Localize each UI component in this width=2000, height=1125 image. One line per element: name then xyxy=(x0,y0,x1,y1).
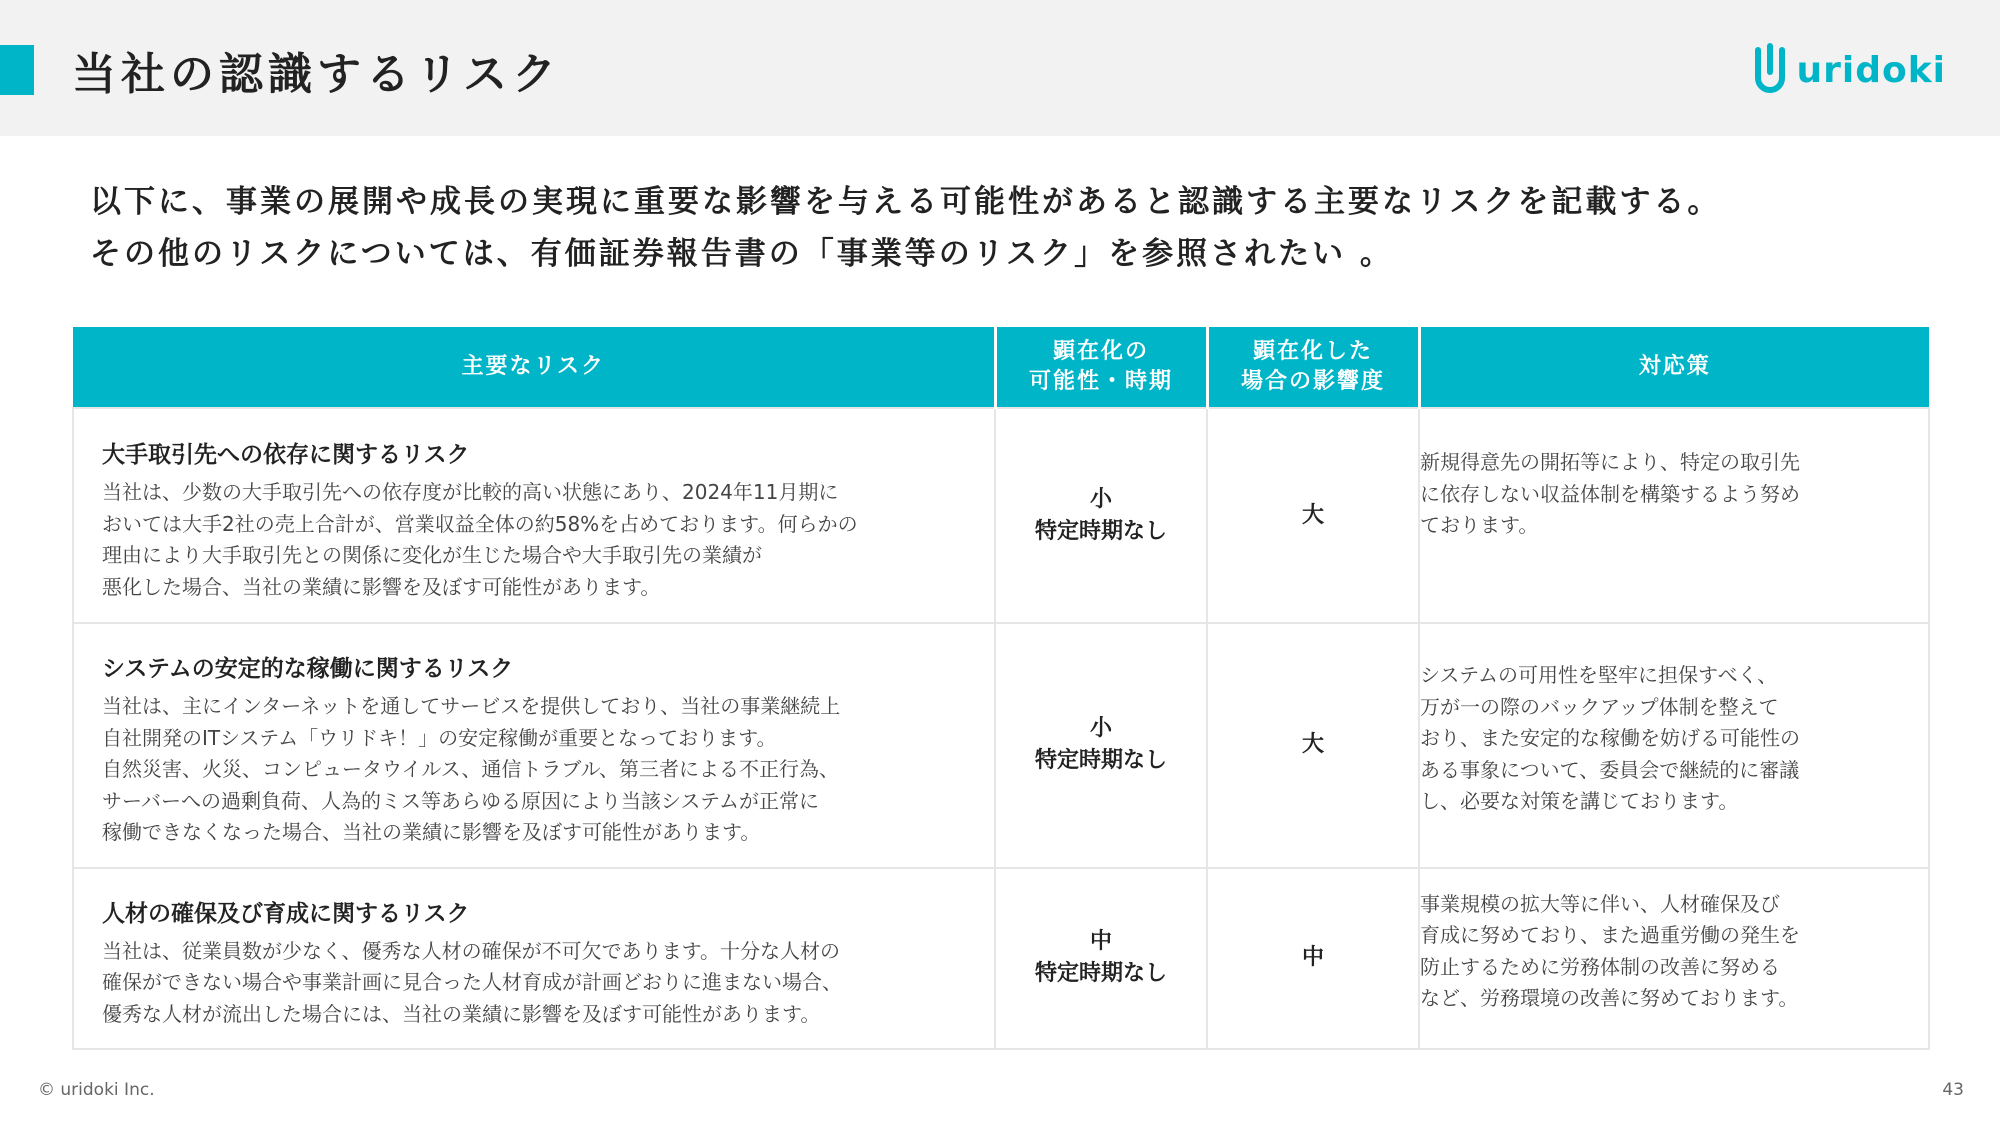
risk-description-line: 当社は、少数の大手取引先への依存度が比較的高い状態にあり、2024年11月期に xyxy=(102,480,839,504)
likelihood-timing: 特定時期なし xyxy=(1034,748,1167,774)
measures-text xyxy=(1420,447,1928,542)
risk-description-line: 悪化した場合、当社の業績に影響を及ぼす可能性があります。 xyxy=(102,574,661,599)
header-impact xyxy=(1207,327,1419,408)
logo-text: uridoki xyxy=(1796,49,1946,91)
risk-description-line: 優秀な人材が流出した場合には、当社の業績に影響を及ぼす可能性があります。 xyxy=(102,1001,821,1026)
measures-line: し、必要な対策を講じております。 xyxy=(1420,789,1739,813)
likelihood-level: 中 xyxy=(1089,929,1112,955)
measures-line: 育成に努めており、また過重労働の発生を xyxy=(1420,923,1800,947)
header-measures: 対応策 xyxy=(1419,327,1929,408)
measures-line: など、労務環境の改善に努めております。 xyxy=(1420,986,1799,1010)
risk-description-line: 当社は、従業員数が少なく、優秀な人材の確保が不可欠であります。十分な人材の xyxy=(102,938,840,963)
page-title: 当社の認識するリスク xyxy=(72,49,562,100)
risk-table xyxy=(72,327,1930,1050)
intro-line-1: 以下に、事業の展開や成長の実現に重要な影響を与える可能性があると認識する主要なリスクを記載する。 xyxy=(90,184,1722,220)
measures-line: システムの可用性を堅牢に担保すべく、 xyxy=(1420,663,1778,687)
measures-line: ある事象について、委員会で継続的に審議 xyxy=(1420,757,1800,782)
measures-cell xyxy=(1419,623,1929,868)
risk-name: 大手取引先への依存に関するリスク xyxy=(102,442,470,468)
risk-description-line: 理由により大手取引先との関係に変化が生じた場合や大手取引先の業績が xyxy=(102,543,762,567)
risk-cell xyxy=(73,408,995,623)
risk-description-line: 当社は、主にインターネットを通してサービスを提供しており、当社の事業継続上 xyxy=(102,694,841,718)
header-impact-line1: 顕在化した xyxy=(1252,339,1373,364)
table-row xyxy=(73,408,1929,623)
risk-name: システムの安定的な稼働に関するリスク xyxy=(102,656,514,682)
risk-description-line: 確保ができない場合や事業計画に見合った人材育成が計画どおりに進まない場合、 xyxy=(102,970,842,994)
risk-description xyxy=(102,691,970,849)
page-number: 43 xyxy=(1942,1080,1964,1100)
risk-description xyxy=(102,477,970,603)
measures-line: 新規得意先の開拓等により、特定の取引先 xyxy=(1420,450,1800,474)
header-likelihood xyxy=(995,327,1207,408)
measures-line: 万が一の際のバックアップ体制を整えて xyxy=(1420,694,1779,719)
measures-line: に依存しない収益体制を構築するよう努め xyxy=(1420,481,1800,506)
risk-cell xyxy=(73,868,995,1050)
measures-cell xyxy=(1419,868,1929,1050)
company-logo xyxy=(1750,42,1946,98)
risk-cell xyxy=(73,623,995,868)
table-header-row xyxy=(73,327,1929,408)
risk-description-line: 稼働できなくなった場合、当社の業績に影響を及ぼす可能性があります。 xyxy=(102,820,761,844)
likelihood-level: 小 xyxy=(1089,716,1112,742)
header-bar xyxy=(0,0,2000,136)
header-likelihood-line2: 可能性・時期 xyxy=(1028,369,1173,394)
likelihood-timing: 特定時期なし xyxy=(1034,518,1167,544)
measures-line: おり、また安定的な稼働を妨げる可能性の xyxy=(1420,726,1800,750)
header-likelihood-line1: 顕在化の xyxy=(1052,339,1149,364)
measures-line: ております。 xyxy=(1420,513,1539,537)
risk-description-line: 自然災害、火災、コンピュータウイルス、通信トラブル、第三者による不正行為、 xyxy=(102,757,839,781)
uridoki-logo-icon xyxy=(1750,42,1790,98)
risk-description-line: 自社開発のITシステム「ウリドキ！」の安定稼働が重要となっております。 xyxy=(102,725,777,750)
likelihood-timing: 特定時期なし xyxy=(1034,961,1167,987)
risk-description xyxy=(102,936,970,1031)
risk-description-line: おいては大手2社の売上合計が、営業収益全体の約58%を占めております。何らかの xyxy=(102,511,858,536)
measures-line: 事業規模の拡大等に伴い、人材確保及び xyxy=(1420,891,1780,916)
impact-cell: 中 xyxy=(1207,868,1419,1050)
header-impact-line2: 場合の影響度 xyxy=(1240,369,1385,394)
intro-text xyxy=(90,176,1930,280)
likelihood-cell xyxy=(995,623,1207,868)
table-row xyxy=(73,623,1929,868)
table-row xyxy=(73,868,1929,1050)
title-accent-bar xyxy=(0,45,34,95)
impact-cell: 大 xyxy=(1207,408,1419,623)
footer-copyright: © uridoki Inc. xyxy=(38,1080,155,1100)
intro-line-2: その他のリスクについては、有価証券報告書の「事業等のリスク」を参照されたい 。 xyxy=(90,236,1394,272)
likelihood-cell xyxy=(995,868,1207,1050)
measures-text xyxy=(1420,889,1928,1015)
likelihood-level: 小 xyxy=(1089,486,1112,512)
risk-name: 人材の確保及び育成に関するリスク xyxy=(102,900,470,927)
measures-line: 防止するために労務体制の改善に努める xyxy=(1420,954,1780,979)
measures-cell xyxy=(1419,408,1929,623)
risk-description-line: サーバーへの過剰負荷、人為的ミス等あらゆる原因により当該システムが正常に xyxy=(102,788,819,813)
header-risk: 主要なリスク xyxy=(73,327,995,408)
measures-text xyxy=(1420,660,1928,818)
impact-cell: 大 xyxy=(1207,623,1419,868)
likelihood-cell xyxy=(995,408,1207,623)
